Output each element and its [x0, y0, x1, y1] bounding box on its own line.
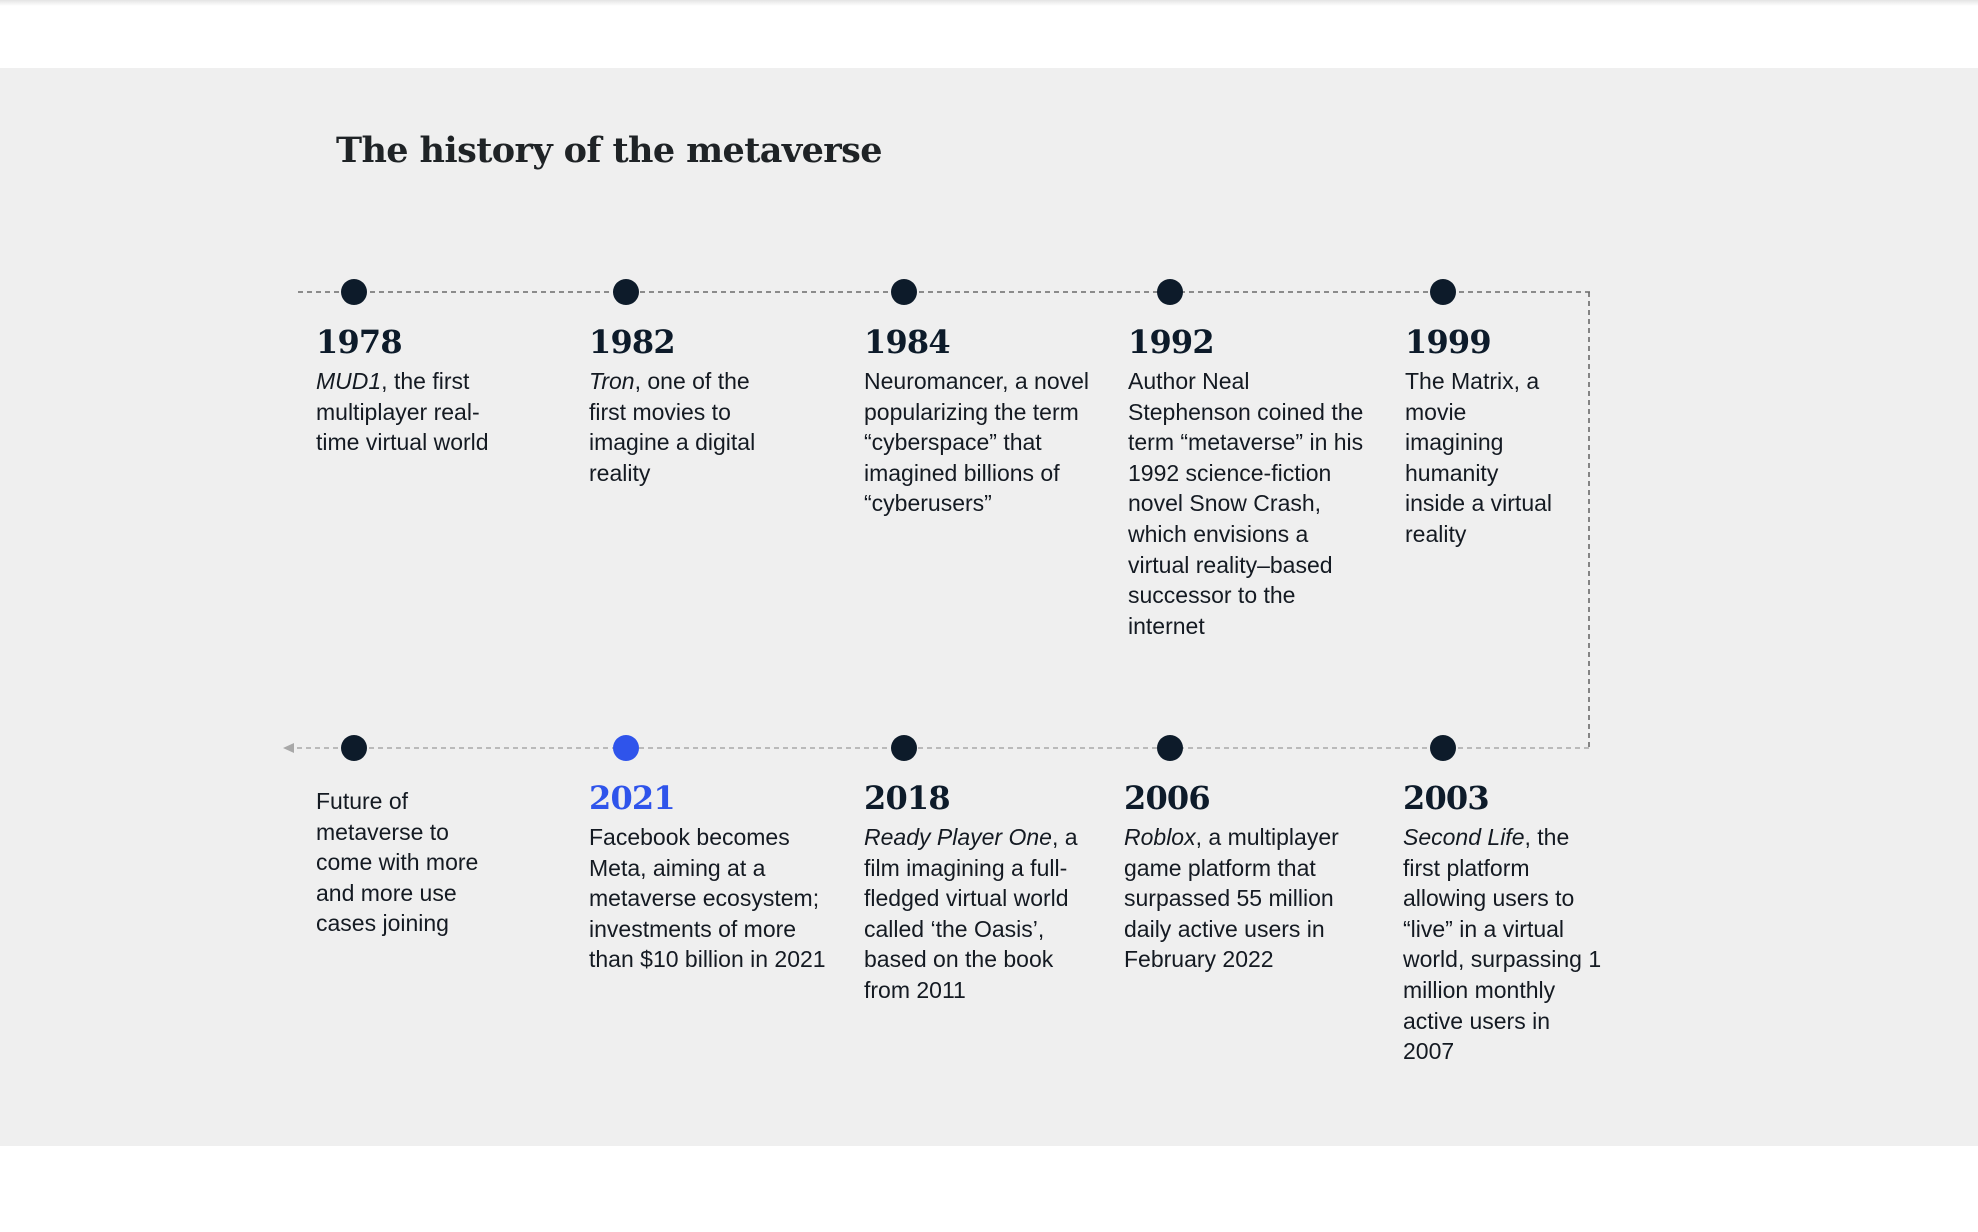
event-description: Facebook becomes Meta, aiming at a metaverse ecosystem; investments of more than $10 billion in 2021 [589, 824, 826, 973]
event-description [1124, 822, 1360, 975]
timeline-dot-2021 [613, 735, 639, 761]
timeline-entry-future [316, 786, 506, 939]
timeline-entry-2021 [589, 778, 845, 975]
event-year: 2018 [864, 779, 950, 817]
event-year: 1999 [1405, 323, 1491, 361]
timeline-arrow-head [283, 743, 294, 753]
event-text: , the first multiplayer real-time virtual world [316, 368, 489, 456]
timeline-dot-1992 [1157, 279, 1183, 305]
timeline-dot-2006 [1157, 735, 1183, 761]
timeline-entry-1978 [316, 322, 506, 458]
timeline-entry-1984 [864, 322, 1104, 519]
event-description [1403, 822, 1603, 1067]
event-description: Author Neal Stephenson coined the term “metaverse” in his 1992 science-fiction novel Snow Crash, which envisions a virtual reality–based successor to the internet [1128, 368, 1364, 639]
timeline-entry-1982 [589, 322, 779, 488]
timeline-entry-2018 [864, 778, 1094, 1006]
page-title: The history of the metaverse [336, 130, 882, 171]
event-year: 2006 [1124, 779, 1210, 817]
timeline-entry-2003 [1403, 778, 1603, 1067]
event-title-italic: MUD1 [316, 368, 382, 394]
event-description: Future of metaverse to come with more and more use cases joining [316, 788, 479, 937]
event-year: 1982 [589, 323, 675, 361]
event-text: , the first platform allowing users to “live” in a virtual world, surpassing 1 million monthly active users in 2007 [1403, 824, 1602, 1065]
event-description: The Matrix, a movie imagining humanity inside a virtual reality [1405, 368, 1553, 547]
timeline-dot-2018 [891, 735, 917, 761]
event-year: 1978 [316, 323, 402, 361]
event-text: , a multiplayer game platform that surpassed 55 million daily active users in February 2022 [1124, 824, 1339, 973]
event-description [864, 822, 1094, 1006]
timeline-dot-1978 [341, 279, 367, 305]
event-description: Neuromancer, a novel popularizing the term “cyberspace” that imagined billions of “cyberusers” [864, 368, 1090, 517]
event-title-italic: Roblox [1124, 824, 1196, 850]
event-title-italic: Tron [589, 368, 635, 394]
timeline-entry-1999 [1405, 322, 1555, 550]
event-title-italic: Ready Player One [864, 824, 1052, 850]
timeline-dot-future [341, 735, 367, 761]
event-year: 1992 [1128, 323, 1214, 361]
timeline-dot-2003 [1430, 735, 1456, 761]
event-description [589, 366, 779, 488]
event-text: , a film imagining a full-fledged virtual world called ‘the Oasis’, based on the book from 2011 [864, 824, 1078, 1003]
timeline-dot-1999 [1430, 279, 1456, 305]
event-year: 2021 [589, 779, 675, 817]
event-year: 1984 [864, 323, 950, 361]
event-title-italic: Second Life [1403, 824, 1525, 850]
event-year: 2003 [1403, 779, 1489, 817]
event-description [316, 366, 506, 458]
timeline-entry-2006 [1124, 778, 1360, 975]
timeline-dot-1984 [891, 279, 917, 305]
event-text: , one of the first movies to imagine a digital reality [589, 368, 756, 486]
timeline-dot-1982 [613, 279, 639, 305]
timeline-entry-1992 [1128, 322, 1370, 641]
